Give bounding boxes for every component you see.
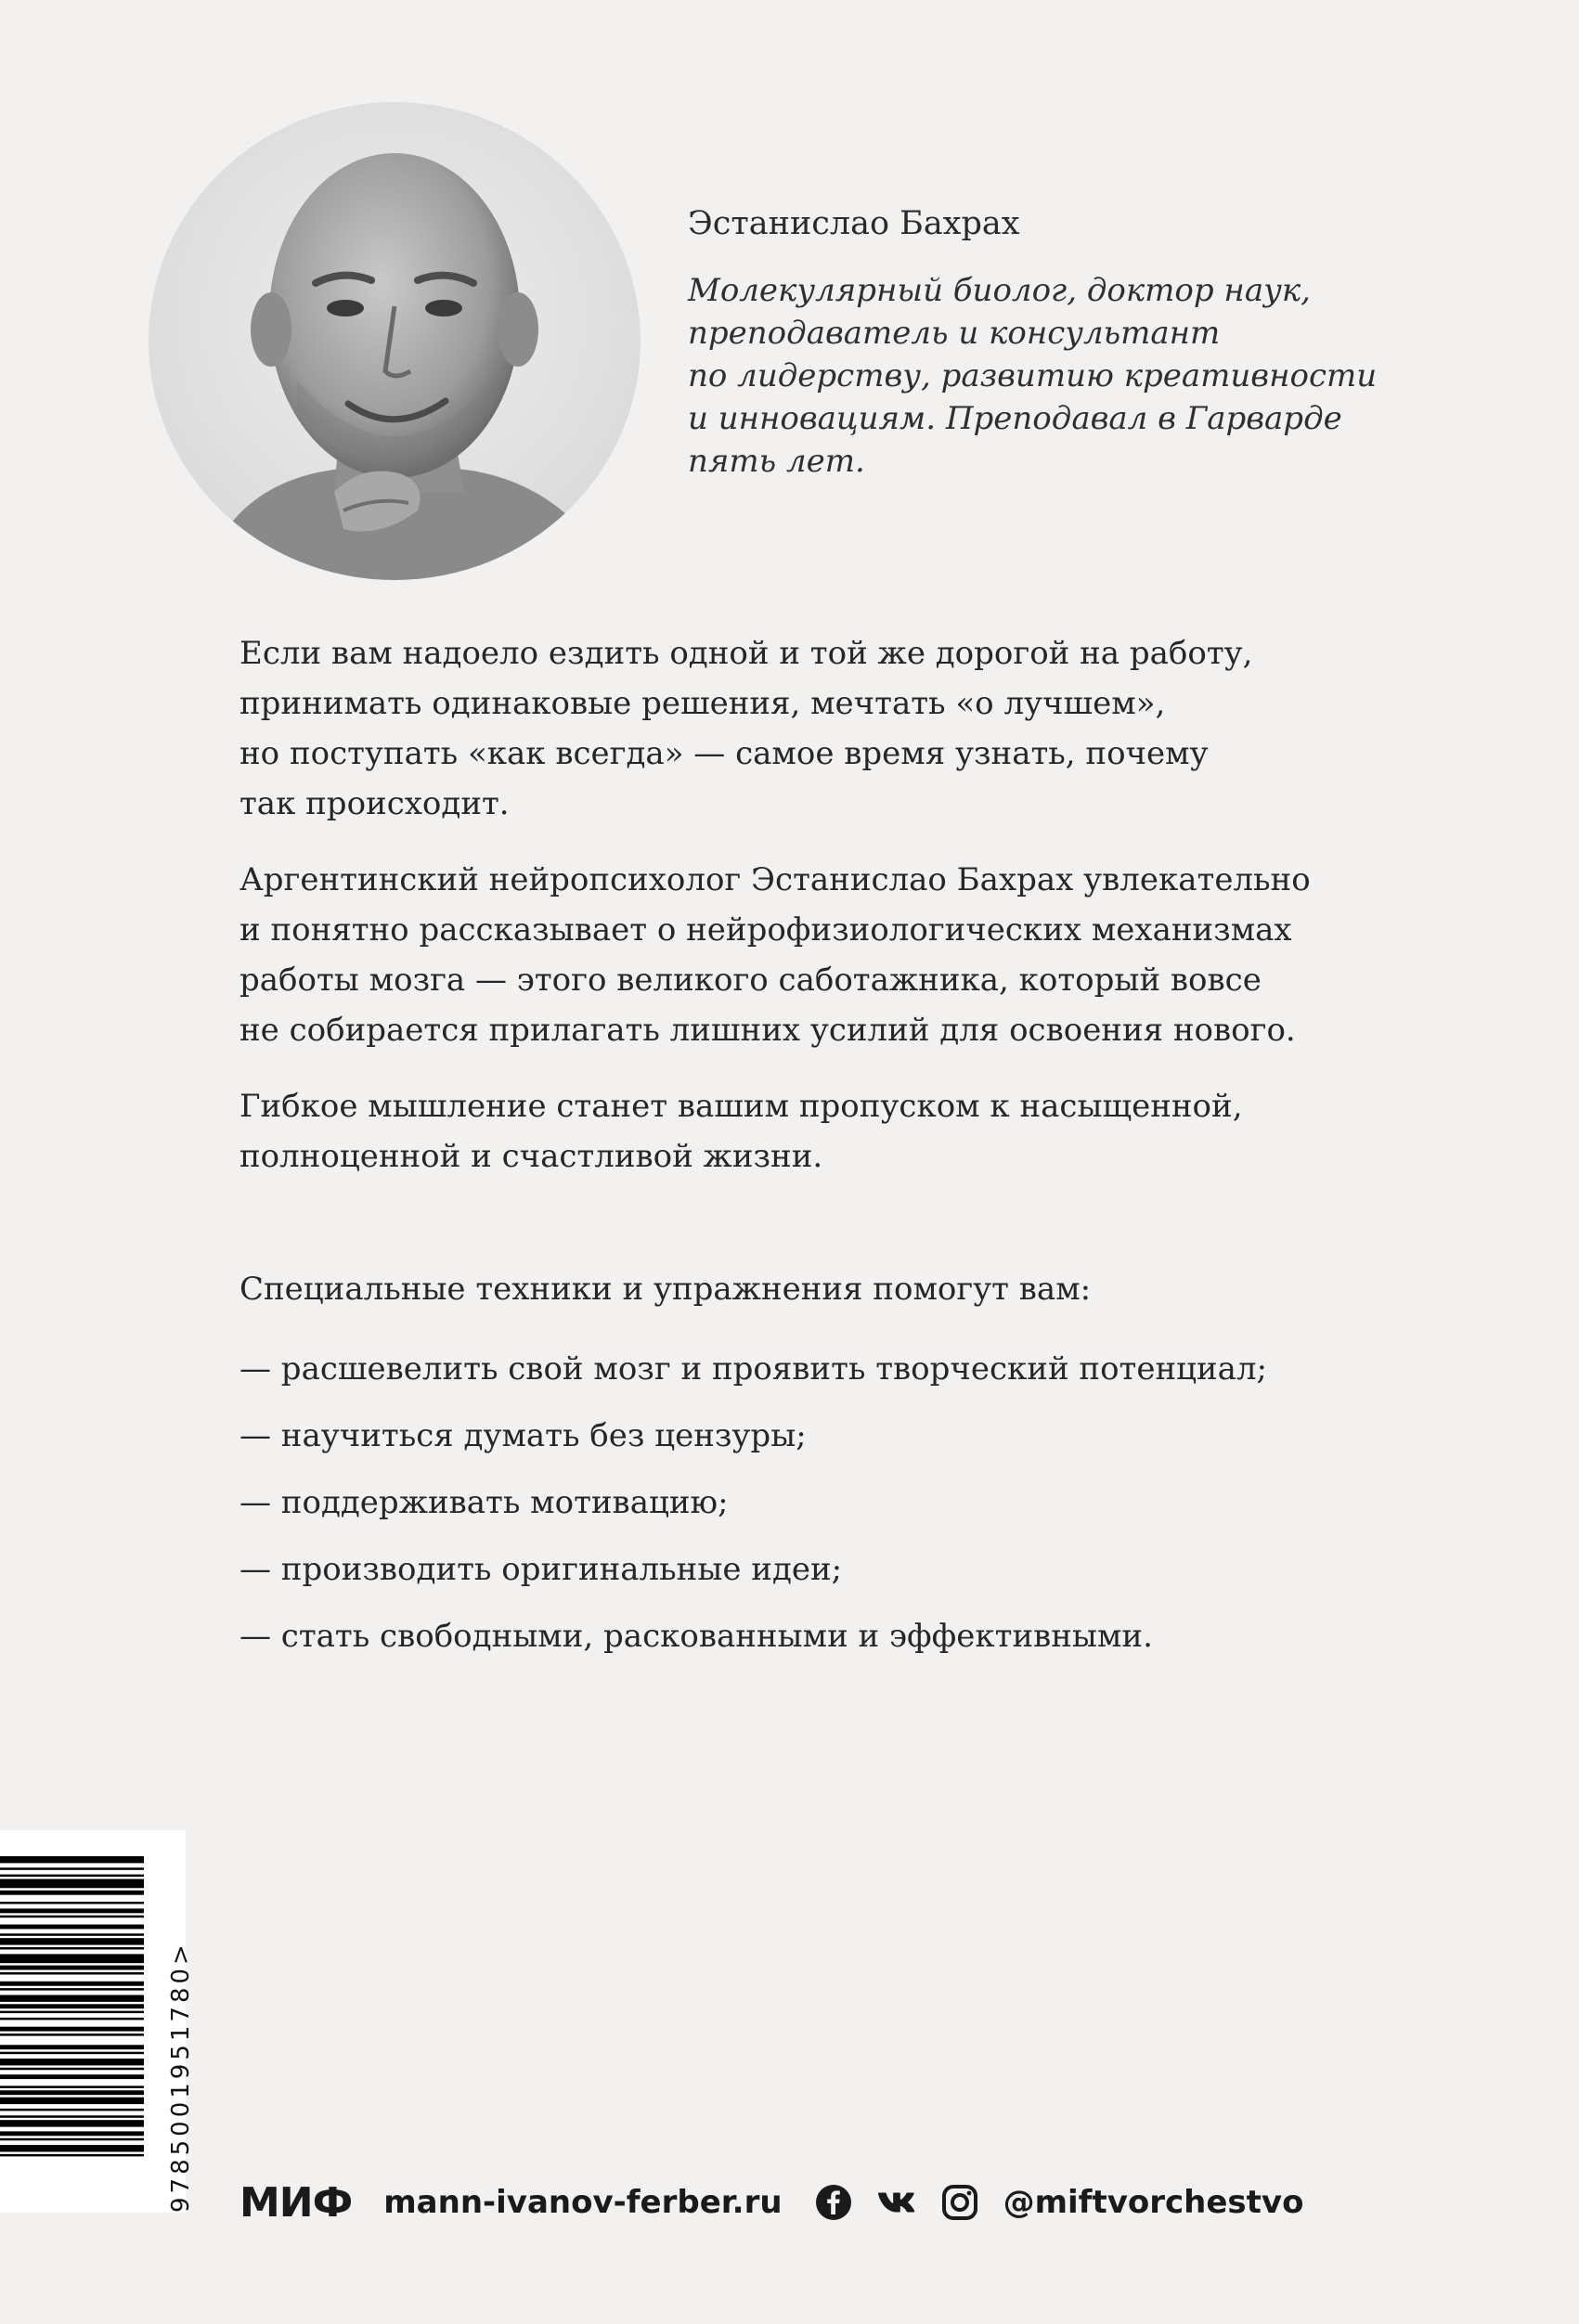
barcode-bar <box>0 2052 144 2055</box>
author-bio-line: и инновациям. Преподавал в Гарварде <box>688 400 1342 437</box>
barcode-bar <box>0 2085 144 2088</box>
barcode-bar <box>0 1947 144 1950</box>
barcode-bar <box>0 2138 144 2141</box>
instagram-icon[interactable] <box>940 2183 979 2222</box>
barcode-bar <box>0 2011 144 2014</box>
paragraph-line: полноценной и счастливой жизни. <box>239 1138 823 1175</box>
list-item: — стать свободными, раскованными и эффективными. <box>239 1618 1153 1655</box>
paragraph-intro <box>239 628 1400 829</box>
barcode-bar <box>0 2068 144 2071</box>
list-item: — производить оригинальные идеи; <box>239 1551 843 1588</box>
barcode-bar <box>0 1867 144 1870</box>
barcode-bar <box>0 2131 144 2136</box>
publisher-footer <box>239 2170 1303 2235</box>
barcode-bar <box>0 1933 144 1936</box>
isbn-number: 9785001951780> <box>167 1941 195 2213</box>
barcode-bar <box>0 2034 144 2036</box>
paragraph-line: и понятно рассказывает о нейрофизиологических механизмах <box>239 911 1292 949</box>
barcode-bar <box>0 1891 144 1895</box>
author-bio-line: Молекулярный биолог, доктор наук, <box>688 272 1311 309</box>
barcode <box>0 1830 186 2213</box>
barcode-bar <box>0 1879 144 1889</box>
barcode-bar <box>0 2154 144 2157</box>
paragraph-line: принимать одинаковые решения, мечтать «о лучшем», <box>239 685 1166 722</box>
barcode-bar <box>0 2004 144 2008</box>
publisher-website[interactable]: mann-ivanov-ferber.ru <box>383 2184 783 2221</box>
barcode-bar <box>0 1954 144 1963</box>
barcode-bar <box>0 1972 144 1975</box>
barcode-bar <box>0 2098 144 2104</box>
paragraph-description <box>239 855 1400 1055</box>
barcode-bar <box>0 2018 144 2021</box>
barcode-bar <box>0 2145 144 2151</box>
vk-icon[interactable] <box>877 2183 916 2222</box>
barcode-bar <box>0 1925 144 1930</box>
barcode-bar <box>0 2090 144 2095</box>
paragraph-line: не собирается прилагать лишних усилий для освоения нового. <box>239 1012 1296 1049</box>
techniques-intro <box>239 1264 1400 1314</box>
barcode-bar <box>0 2074 144 2079</box>
barcode-bar <box>0 2109 144 2111</box>
paragraph-line: так происходит. <box>239 785 510 822</box>
social-handle[interactable]: @miftvorchestvo <box>1003 2184 1304 2221</box>
author-bio-line: пять лет. <box>688 443 865 480</box>
paragraph-conclusion <box>239 1081 1400 1181</box>
bullet-list <box>239 1344 1400 1678</box>
list-item: — научиться думать без цензуры; <box>239 1417 807 1454</box>
barcode-bar <box>0 1988 144 1991</box>
author-bio-line: преподаватель и консультант <box>688 315 1221 352</box>
barcode-bar <box>0 2059 144 2065</box>
barcode-bar <box>0 1966 144 1970</box>
author-bio <box>688 269 1505 483</box>
author-photo <box>149 102 641 580</box>
publisher-logo: МИФ <box>239 2178 353 2227</box>
barcode-bar <box>0 1916 144 1918</box>
facebook-icon[interactable] <box>814 2183 853 2222</box>
barcode-bar <box>0 2027 144 2032</box>
author-bio-line: по лидерству, развитию креативности <box>688 357 1378 394</box>
barcode-bars <box>0 1856 144 2213</box>
barcode-bar <box>0 1856 144 1863</box>
barcode-bar <box>0 1902 144 1904</box>
barcode-bar <box>0 1938 144 1944</box>
paragraph-line: Если вам надоело ездить одной и той же дорогой на работу, <box>239 635 1253 672</box>
barcode-bar <box>0 1982 144 1986</box>
barcode-bar <box>0 2120 144 2126</box>
list-item: — поддерживать мотивацию; <box>239 1484 729 1521</box>
barcode-bar <box>0 1995 144 2002</box>
author-name: Эстанислао Бахрах <box>688 205 1020 242</box>
barcode-bar <box>0 2045 144 2049</box>
paragraph-line: работы мозга — этого великого саботажника, который вовсе <box>239 962 1262 999</box>
barcode-bar <box>0 2115 144 2118</box>
barcode-bar <box>0 1908 144 1913</box>
techniques-intro-text: Специальные техники и упражнения помогут вам: <box>239 1271 1092 1308</box>
barcode-bar <box>0 1875 144 1878</box>
paragraph-line: но поступать «как всегда» — самое время узнать, почему <box>239 735 1209 772</box>
paragraph-line: Аргентинский нейропсихолог Эстанислао Бахрах увлекательно <box>239 861 1311 898</box>
list-item: — расшевелить свой мозг и проявить творческий потенциал; <box>239 1350 1267 1388</box>
paragraph-line: Гибкое мышление станет вашим пропуском к насыщенной, <box>239 1088 1243 1125</box>
